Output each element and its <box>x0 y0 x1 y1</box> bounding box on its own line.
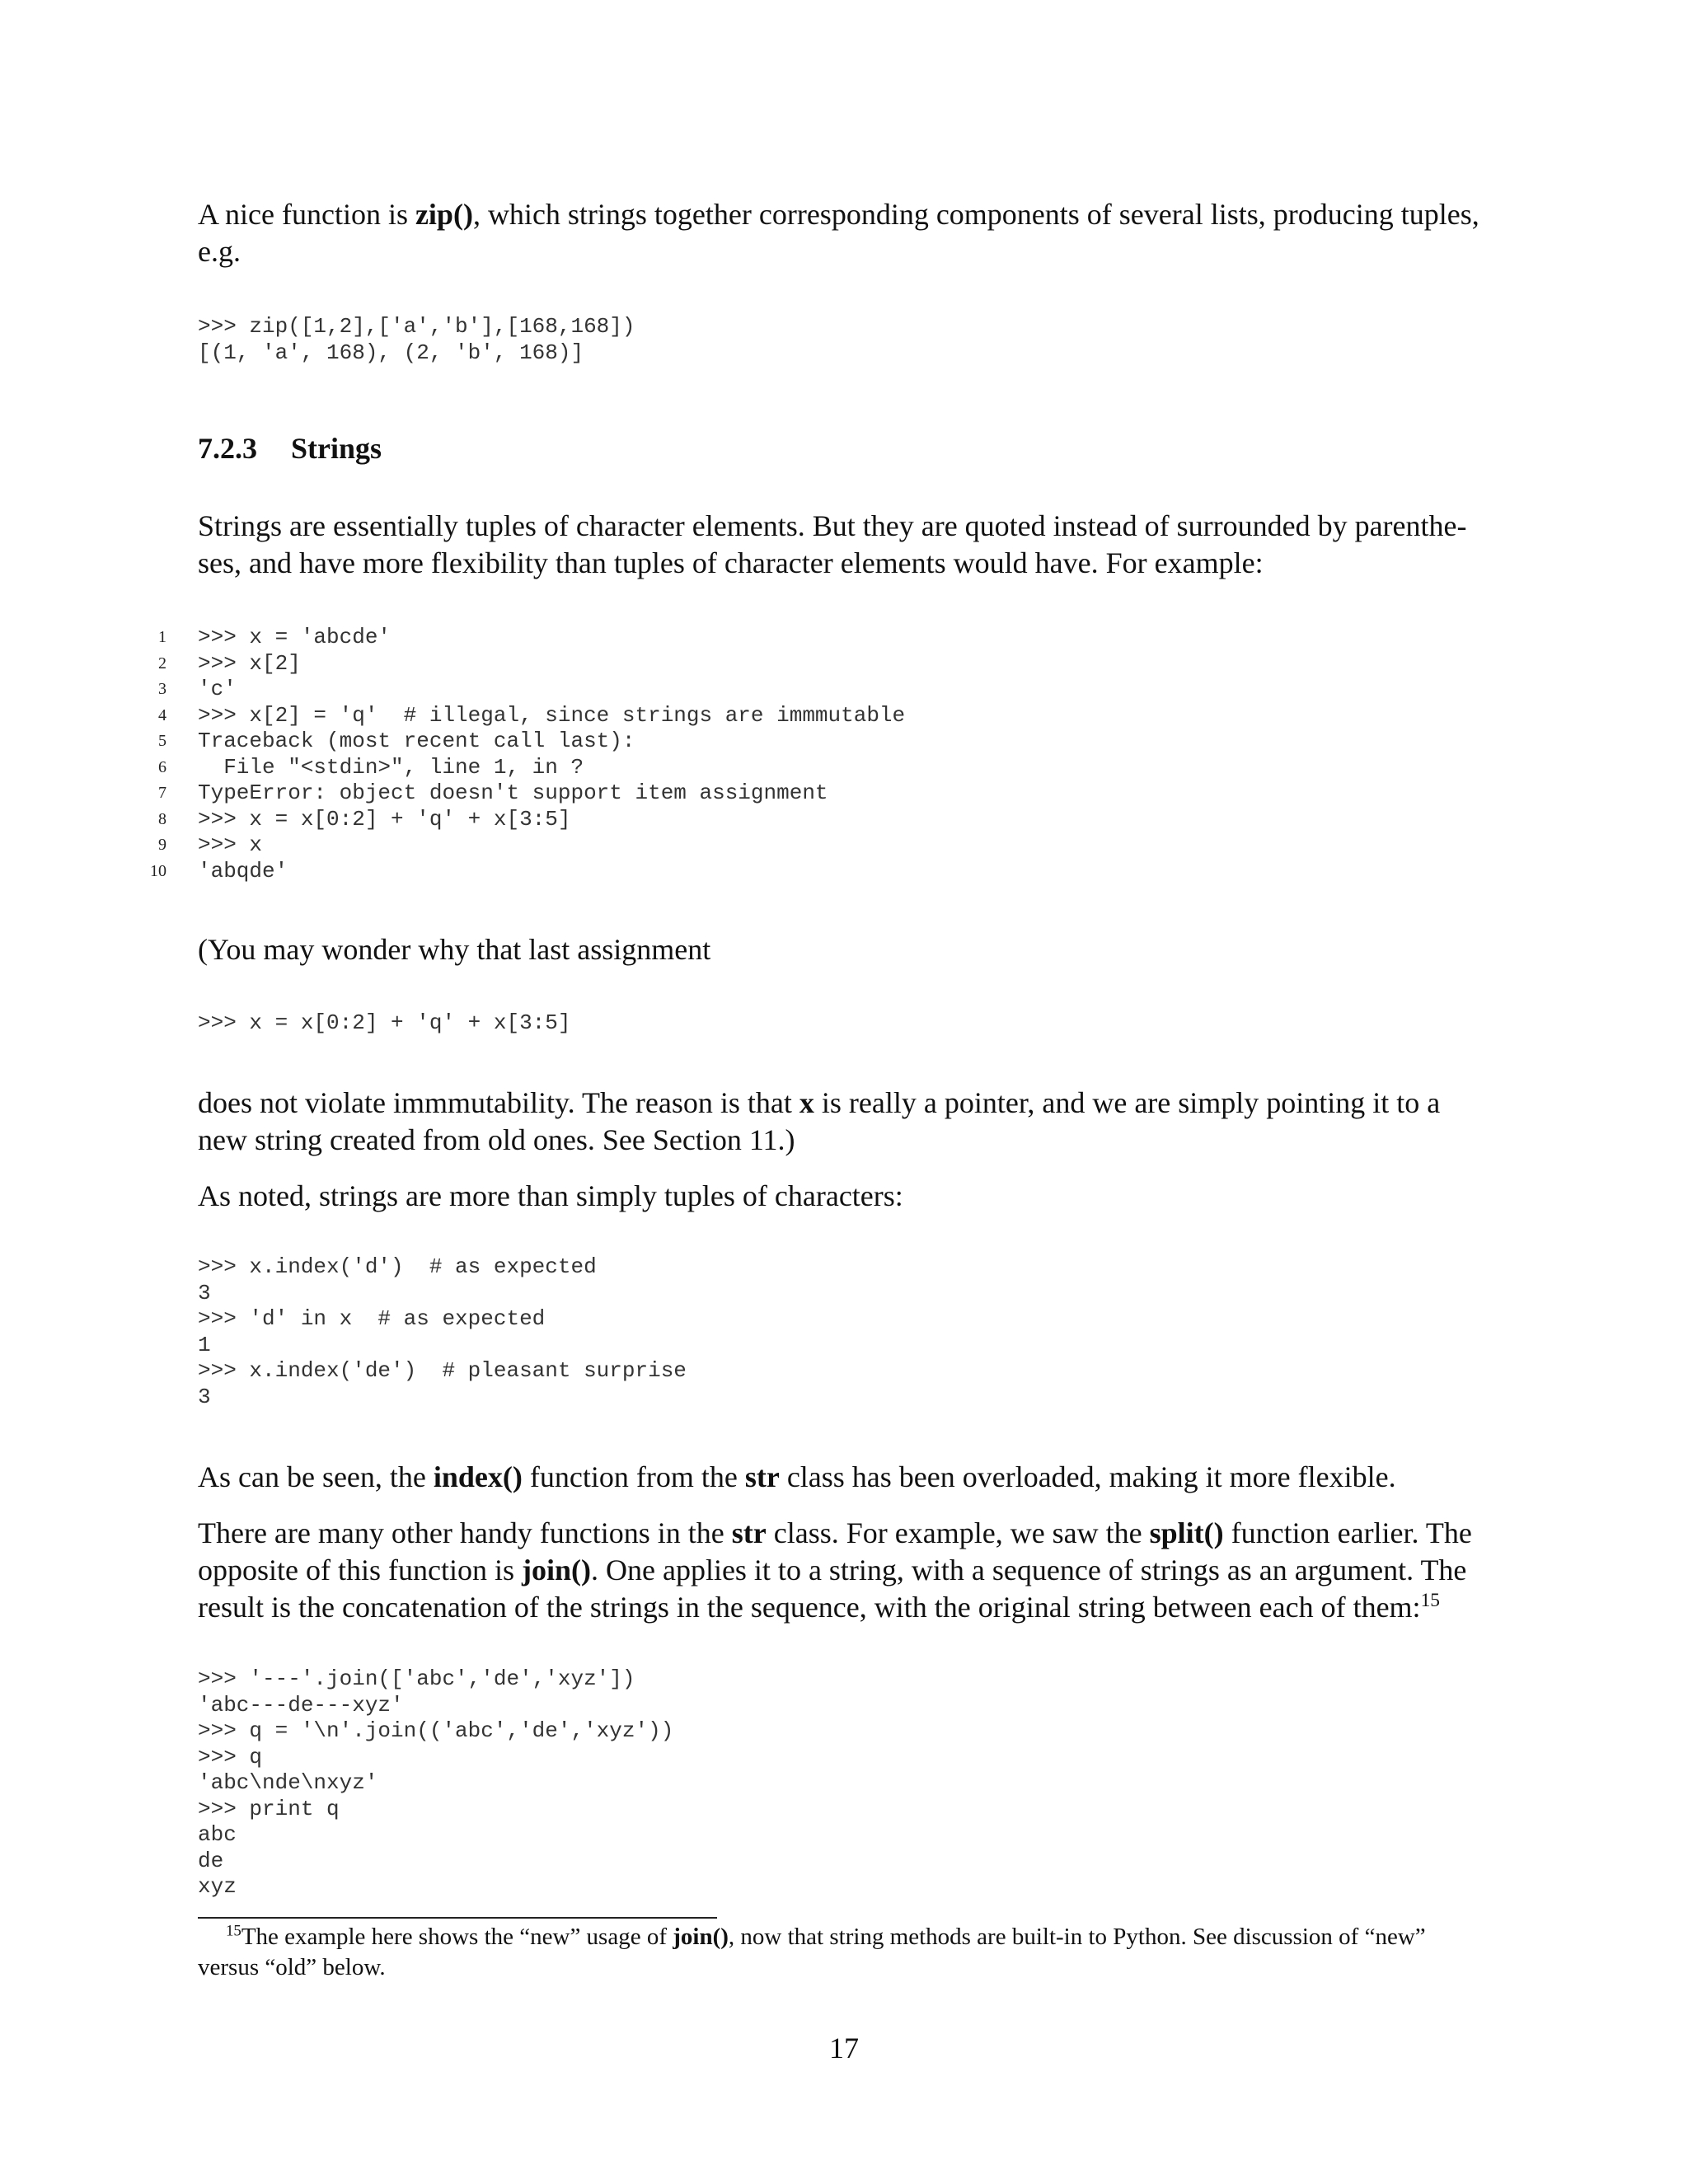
code-line: >>> x = 'abcde' <box>198 625 392 649</box>
page-number: 17 <box>829 2032 859 2064</box>
code-line: [(1, 'a', 168), (2, 'b', 168)] <box>198 340 584 365</box>
code-block-assignment <box>198 1010 570 1037</box>
code-term-x: x <box>799 1086 814 1119</box>
line-number: 8 <box>158 809 166 828</box>
code-line: >>> x = x[0:2] + 'q' + x[3:5] <box>198 1010 571 1035</box>
code-line: >>> x = x[0:2] + 'q' + x[3:5] <box>198 806 571 832</box>
section-title: Strings <box>291 432 382 465</box>
code-line: 'abc\nde\nxyz' <box>198 1770 378 1795</box>
footnote-15 <box>198 1922 1492 1983</box>
code-block-strings <box>198 625 905 884</box>
text-run: , now that string methods are built-in to Python. See discussion of “new” versus “old” below. <box>198 1924 1426 1980</box>
text-run: is really a pointer, and we are simply pointing it to a new string created from old ones. See Section 11.) <box>198 1086 1441 1156</box>
code-line: 'abc---de---xyz' <box>198 1692 404 1718</box>
line-number: 9 <box>158 836 166 854</box>
text-run: class has been overloaded, making it more flexible. <box>779 1460 1396 1493</box>
code-line: 3 <box>198 1384 211 1409</box>
text-run: function from the <box>522 1460 745 1493</box>
line-number-gutter <box>124 625 166 884</box>
paragraph-zip <box>198 196 1492 270</box>
code-line: >>> x[2] = 'q' # illegal, since strings are immmutable <box>198 702 906 728</box>
code-line: 1 <box>198 1332 211 1357</box>
line-number: 1 <box>158 628 166 646</box>
code-line: >>> q = '\n'.join(('abc','de','xyz')) <box>198 1718 674 1743</box>
code-block-zip <box>198 314 635 366</box>
code-line: >>> '---'.join(['abc','de','xyz']) <box>198 1666 635 1691</box>
footnote-reference: 15 <box>1420 1590 1440 1612</box>
text-run: , which strings together corresponding components of several lists, producing tuples, e.g. <box>198 198 1479 268</box>
text-run: The example here shows the “new” usage of <box>241 1924 673 1950</box>
code-block-index <box>198 1254 687 1410</box>
code-line: 3 <box>198 1280 211 1305</box>
code-term-join: join() <box>673 1924 729 1950</box>
line-number: 7 <box>158 784 166 802</box>
paragraph-index <box>198 1459 1492 1496</box>
code-line: Traceback (most recent call last): <box>198 729 635 753</box>
text-run: As can be seen, the <box>198 1460 434 1493</box>
paragraph-noted: As noted, strings are more than simply tuples of characters: <box>198 1179 903 1212</box>
line-number: 2 <box>158 654 166 673</box>
code-term-zip: zip() <box>415 198 473 231</box>
footnote-divider <box>198 1917 717 1919</box>
line-number: 4 <box>158 705 166 724</box>
code-line: TypeError: object doesn't support item assignment <box>198 780 828 805</box>
code-term-str: str <box>731 1516 767 1549</box>
code-line: >>> x.index('d') # as expected <box>198 1254 597 1279</box>
text-run: class. For example, we saw the <box>766 1516 1150 1549</box>
code-line: File "<stdin>", line 1, in ? <box>198 754 584 780</box>
code-line: >>> q <box>198 1744 263 1769</box>
text-run: does not violate immmutability. The reason is that <box>198 1086 799 1119</box>
code-line: >>> x[2] <box>198 650 301 676</box>
line-number: 3 <box>158 680 166 698</box>
footnote-mark: 15 <box>226 1922 241 1940</box>
paragraph-wonder: (You may wonder why that last assignment <box>198 933 711 966</box>
line-number: 10 <box>150 861 166 880</box>
code-term-split: split() <box>1149 1516 1224 1549</box>
text-run: There are many other handy functions in the <box>198 1516 732 1549</box>
code-line: de <box>198 1848 224 1873</box>
code-term-join: join() <box>521 1554 591 1586</box>
line-number: 6 <box>158 757 166 776</box>
section-heading <box>198 430 382 467</box>
code-term-index: index() <box>433 1460 523 1493</box>
section-number: 7.2.3 <box>198 432 257 465</box>
code-line: >>> 'd' in x # as expected <box>198 1306 546 1331</box>
paragraph-strings: Strings are essentially tuples of character elements. But they are quoted instead of surrounded by parenthe-ses, and have more flexibility than tuples of character elements would have. For example: <box>198 509 1467 579</box>
code-line: 'abqde' <box>198 858 288 883</box>
code-line: abc <box>198 1822 237 1847</box>
paragraph-join <box>198 1515 1492 1626</box>
text-run: . One applies it to a string, with a sequence of strings as an argument. The result is the concatenation of the strings in the sequence, with the original string between each of them: <box>198 1554 1467 1624</box>
paragraph-pointer <box>198 1085 1492 1159</box>
text-run: A nice function is <box>198 198 415 231</box>
code-line: xyz <box>198 1874 237 1899</box>
code-block-join <box>198 1666 673 1900</box>
code-term-str: str <box>744 1460 780 1493</box>
code-line: >>> x <box>198 832 263 857</box>
code-line: 'c' <box>198 677 237 701</box>
line-number: 5 <box>158 732 166 750</box>
text-run: function earlier. The opposite of this function is <box>198 1516 1472 1586</box>
code-line: >>> x.index('de') # pleasant surprise <box>198 1358 687 1383</box>
code-line: >>> zip([1,2],['a','b'],[168,168]) <box>198 314 635 339</box>
code-line: >>> print q <box>198 1796 340 1821</box>
